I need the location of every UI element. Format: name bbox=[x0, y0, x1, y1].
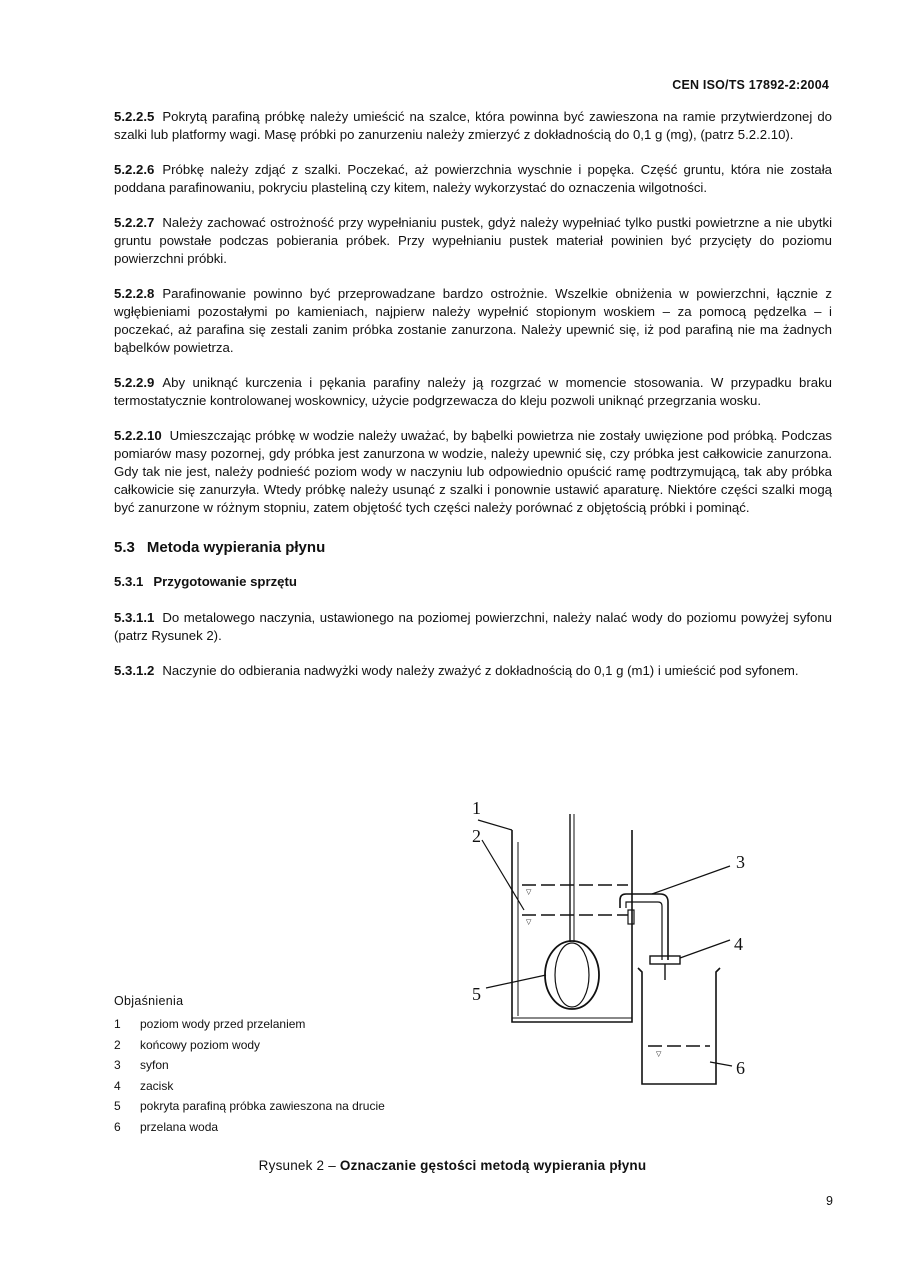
paragraph-5-2-2-9 bbox=[114, 374, 832, 410]
paragraph-number: 5.2.2.9 bbox=[114, 375, 155, 390]
paragraph-text: Aby uniknąć kurczenia i pękania parafiny należy ją rozgrzać w momencie stosowania. W przypadku braku termostatycznie kontrolowanej woskownicy, użycie podgrzewacza do kleju pozwoli uniknąć przegrzania wosku. bbox=[114, 375, 832, 408]
paragraph-5-2-2-5 bbox=[114, 108, 832, 144]
subsection-title: Przygotowanie sprzętu bbox=[153, 574, 297, 589]
paragraph-text: Pokrytą parafiną próbkę należy umieścić na szalce, która powinna być zawieszona na ramie przytwierdzonej do szalki lub platformy wagi. Masę próbki po zanurzeniu należy zmierzyć z dokładnością do 0,1 g (mg), (patrz 5.2.2.10). bbox=[114, 109, 832, 142]
paragraph-5-2-2-8 bbox=[114, 285, 832, 357]
paragraph-number: 5.2.2.5 bbox=[114, 109, 155, 124]
paragraph-5-2-2-10 bbox=[114, 427, 832, 517]
legend-item bbox=[114, 1035, 385, 1056]
legend-text: poziom wody przed przelaniem bbox=[140, 1017, 306, 1031]
figure-label-2: 2 bbox=[472, 826, 481, 846]
figure-label-5: 5 bbox=[472, 984, 481, 1004]
legend-text: zacisk bbox=[140, 1078, 174, 1093]
caption-title: Oznaczanie gęstości metodą wypierania płynu bbox=[339, 1158, 647, 1173]
leader-line-3 bbox=[652, 866, 730, 894]
leader-line-6 bbox=[710, 1062, 732, 1066]
paragraph-number: 5.2.2.8 bbox=[114, 286, 155, 301]
figure-label-4: 4 bbox=[734, 934, 743, 954]
legend-number: 2 bbox=[114, 1037, 121, 1052]
legend-title: Objaśnienia bbox=[114, 994, 184, 1008]
paragraph-text: Należy zachować ostrożność przy wypełnianiu pustek, gdyż należy wypełniać tylko pustki powietrzne a nie ubytki gruntu powstałe podczas pobierania próbek. Przy wypełnianiu pustek materiał powinien być przycięty do poziomu powierzchni próbki. bbox=[114, 215, 832, 266]
subsection-number: 5.3.1 bbox=[114, 574, 144, 589]
paragraph-text: Parafinowanie powinno być przeprowadzane bardzo ostrożnie. Wszelkie obniżenia w powierzchni, łącznie z wgłębieniami pozostałymi po kamieniach, najpierw należy wypełnić stopionym woskiem – za pomocą pędzelka – i poczekać, aż parafina się zestali zanim próbka zostanie zanurzona. Należy upewnić się, iż pod parafiną nie ma żadnych bąbelków powietrza. bbox=[114, 286, 832, 355]
water-marker-3: ▽ bbox=[656, 1051, 662, 1058]
paragraph-5-2-2-6 bbox=[114, 161, 832, 197]
figure-label-1: 1 bbox=[472, 798, 481, 818]
paragraph-number: 5.3.1.2 bbox=[114, 663, 155, 678]
main-container bbox=[512, 830, 632, 1022]
figure-caption bbox=[0, 1158, 905, 1173]
siphon-clamp-block bbox=[628, 910, 634, 924]
subsection-heading bbox=[114, 574, 832, 589]
figure-2-apparatus-diagram bbox=[460, 790, 760, 1100]
leader-line-1 bbox=[478, 820, 512, 830]
legend-item bbox=[114, 1014, 385, 1035]
paragraph-text: Próbkę należy zdjąć z szalki. Poczekać, aż powierzchnia wyschnie i popęka. Część gruntu, która nie została poddana parafinowaniu, pokryciu plasteliną czy kitem, należy wykorzystać do oznaczenia wilgotności. bbox=[114, 162, 832, 195]
legend-number: 3 bbox=[114, 1058, 121, 1072]
document-header-id: CEN ISO/TS 17892-2:2004 bbox=[672, 78, 829, 92]
paragraph-number: 5.2.2.7 bbox=[114, 215, 155, 230]
coated-sample bbox=[545, 941, 599, 1009]
paragraph-text: Naczynie do odbierania nadwyżki wody należy zważyć z dokładnością do 0,1 g (m1) i umieścić pod syfonem. bbox=[162, 663, 799, 678]
figure-legend bbox=[114, 994, 385, 1137]
paragraph-5-2-2-7 bbox=[114, 214, 832, 268]
legend-number: 4 bbox=[114, 1078, 121, 1093]
water-marker-1: ▽ bbox=[526, 889, 532, 896]
siphon-tube bbox=[620, 894, 668, 960]
paragraph-number: 5.2.2.6 bbox=[114, 162, 155, 177]
legend-text: pokryta parafiną próbka zawieszona na drucie bbox=[140, 1099, 385, 1113]
legend-text: syfon bbox=[140, 1058, 169, 1072]
section-title: Metoda wypierania płynu bbox=[146, 539, 326, 556]
paragraph-number: 5.3.1.1 bbox=[114, 610, 155, 625]
paragraph-5-3-1-2 bbox=[114, 662, 832, 680]
legend-number: 1 bbox=[114, 1017, 121, 1031]
coated-sample-inner bbox=[555, 943, 589, 1007]
page-number: 9 bbox=[826, 1194, 833, 1208]
paragraph-text: Do metalowego naczynia, ustawionego na poziomej powierzchni, należy nalać wody do poziomu powyżej syfonu (patrz Rysunek 2). bbox=[114, 610, 832, 643]
clamp bbox=[650, 956, 680, 964]
leader-line-4 bbox=[680, 940, 730, 958]
legend-item bbox=[114, 1076, 385, 1097]
legend-number: 6 bbox=[114, 1119, 121, 1134]
main-content bbox=[114, 108, 832, 697]
legend-text: końcowy poziom wody bbox=[140, 1037, 261, 1052]
legend-item bbox=[114, 1055, 385, 1076]
paragraph-5-3-1-1 bbox=[114, 609, 832, 645]
water-marker-2: ▽ bbox=[526, 919, 532, 926]
leader-line-5 bbox=[486, 975, 546, 988]
legend-item bbox=[114, 1117, 385, 1138]
legend-item bbox=[114, 1096, 385, 1117]
figure-label-3: 3 bbox=[736, 852, 745, 872]
collecting-beaker bbox=[638, 968, 720, 1084]
figure-label-6: 6 bbox=[736, 1058, 745, 1078]
caption-lead: Rysunek 2 – bbox=[258, 1158, 340, 1173]
section-heading bbox=[114, 539, 832, 556]
paragraph-text: Umieszczając próbkę w wodzie należy uważać, by bąbelki powietrza nie zostały uwięzione pod próbką. Podczas pomiarów masy pozornej, gdy próbka jest zanurzona w wodzie, należy upewnić się, czy próbka jest całkowicie zanurzona. Gdy tak nie jest, należy podnieść poziom wody w naczyniu lub odpowiednio opuścić ramę podtrzymującą, tak aby próbka całkowicie się zanurzyła. Wtedy próbkę należy usunąć z szalki i ponownie ustawić aparaturę. Niektóre części szalki mogą być zanurzone w różnym stopniu, zatem objętość tych części należy porównać z objętością próbki i pominąć. bbox=[114, 428, 832, 515]
paragraph-number: 5.2.2.10 bbox=[114, 428, 162, 443]
legend-text: przelana woda bbox=[140, 1119, 219, 1134]
legend-number: 5 bbox=[114, 1099, 121, 1113]
section-number: 5.3 bbox=[114, 539, 135, 556]
